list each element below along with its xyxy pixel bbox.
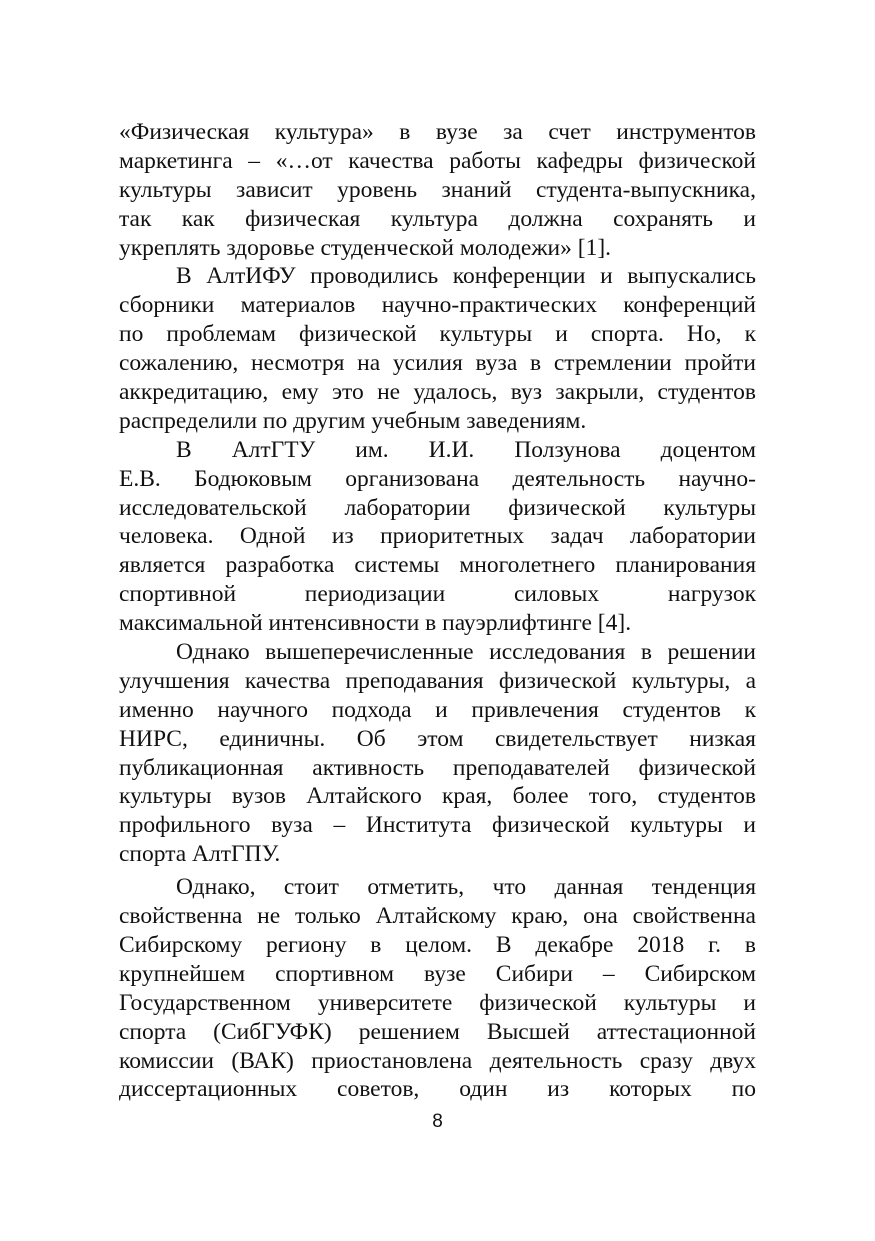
paragraph-5	[119, 873, 756, 1104]
text-line: В АлтГТУ им. И.И. Ползунова доцентом	[176, 436, 756, 463]
text-line: культуры вузов Алтайского края, более того, студентов	[119, 783, 756, 810]
text-line: человека. Одной из приоритетных задач лаборатории	[119, 523, 756, 550]
text-line: Е.В. Бодюковым организована деятельность научно-	[119, 465, 756, 492]
text-line: Однако вышеперечисленные исследования в решении	[176, 639, 756, 666]
text-line: крупнейшем спортивном вузе Сибири – Сибирском	[119, 960, 756, 987]
text-line: спорта (СибГУФК) решением Высшей аттестационной	[119, 1018, 756, 1045]
paragraph-1	[119, 118, 756, 262]
text-line: исследовательской лаборатории физической культуры	[119, 494, 756, 521]
text-line: маркетинга – «…от качества работы кафедры физической	[119, 147, 756, 174]
text-line: Однако, стоит отметить, что данная тенденция	[176, 874, 756, 901]
text-line: комиссии (ВАК) приостановлена деятельность сразу двух	[119, 1047, 756, 1074]
text-line: сборники материалов научно-практических конференций	[119, 292, 756, 319]
text-line: сожалению, несмотря на усилия вуза в стремлении пройти	[119, 350, 756, 377]
paragraph-2	[119, 262, 756, 435]
document-body	[119, 118, 756, 1104]
text-line: «Физическая культура» в вузе за счет инструментов	[119, 119, 756, 145]
text-line: так как физическая культура должна сохранять и	[119, 205, 756, 232]
text-line: спорта АлтГПУ.	[119, 841, 281, 868]
text-line: максимальной интенсивности в пауэрлифтинге [4].	[119, 610, 632, 637]
text-line: именно научного подхода и привлечения студентов к	[119, 696, 756, 723]
text-line: диссертационных советов, один из которых по	[119, 1076, 756, 1103]
page-number: 8	[432, 1111, 443, 1132]
text-line: по проблемам физической культуры и спорта. Но, к	[119, 321, 756, 348]
text-line: Государственном университете физической культуры и	[119, 989, 756, 1016]
text-line: является разработка системы многолетнего планирования	[119, 552, 756, 579]
paragraph-3	[119, 436, 756, 638]
text-line: укреплять здоровье студенческой молодежи» [1].	[119, 234, 612, 261]
text-line: улучшения качества преподавания физической культуры, а	[119, 667, 756, 694]
text-line: распределили по другим учебным заведениям.	[119, 407, 587, 434]
text-line: НИРС, единичны. Об этом свидетельствует низкая	[119, 725, 756, 752]
text-line: аккредитацию, ему это не удалось, вуз закрыли, студентов	[119, 379, 756, 406]
text-line: спортивной периодизации силовых нагрузок	[119, 581, 756, 608]
paragraph-4	[119, 638, 756, 869]
text-line: культуры зависит уровень знаний студента-выпускника,	[119, 176, 756, 203]
text-line: Сибирскому региону в целом. В декабре 2018 г. в	[119, 931, 756, 958]
text-line: профильного вуза – Института физической культуры и	[119, 812, 756, 839]
text-line: В АлтИФУ проводились конференции и выпускались	[176, 263, 756, 290]
text-line: публикационная активность преподавателей физической	[119, 754, 756, 781]
text-line: свойственна не только Алтайскому краю, она свойственна	[119, 903, 756, 930]
